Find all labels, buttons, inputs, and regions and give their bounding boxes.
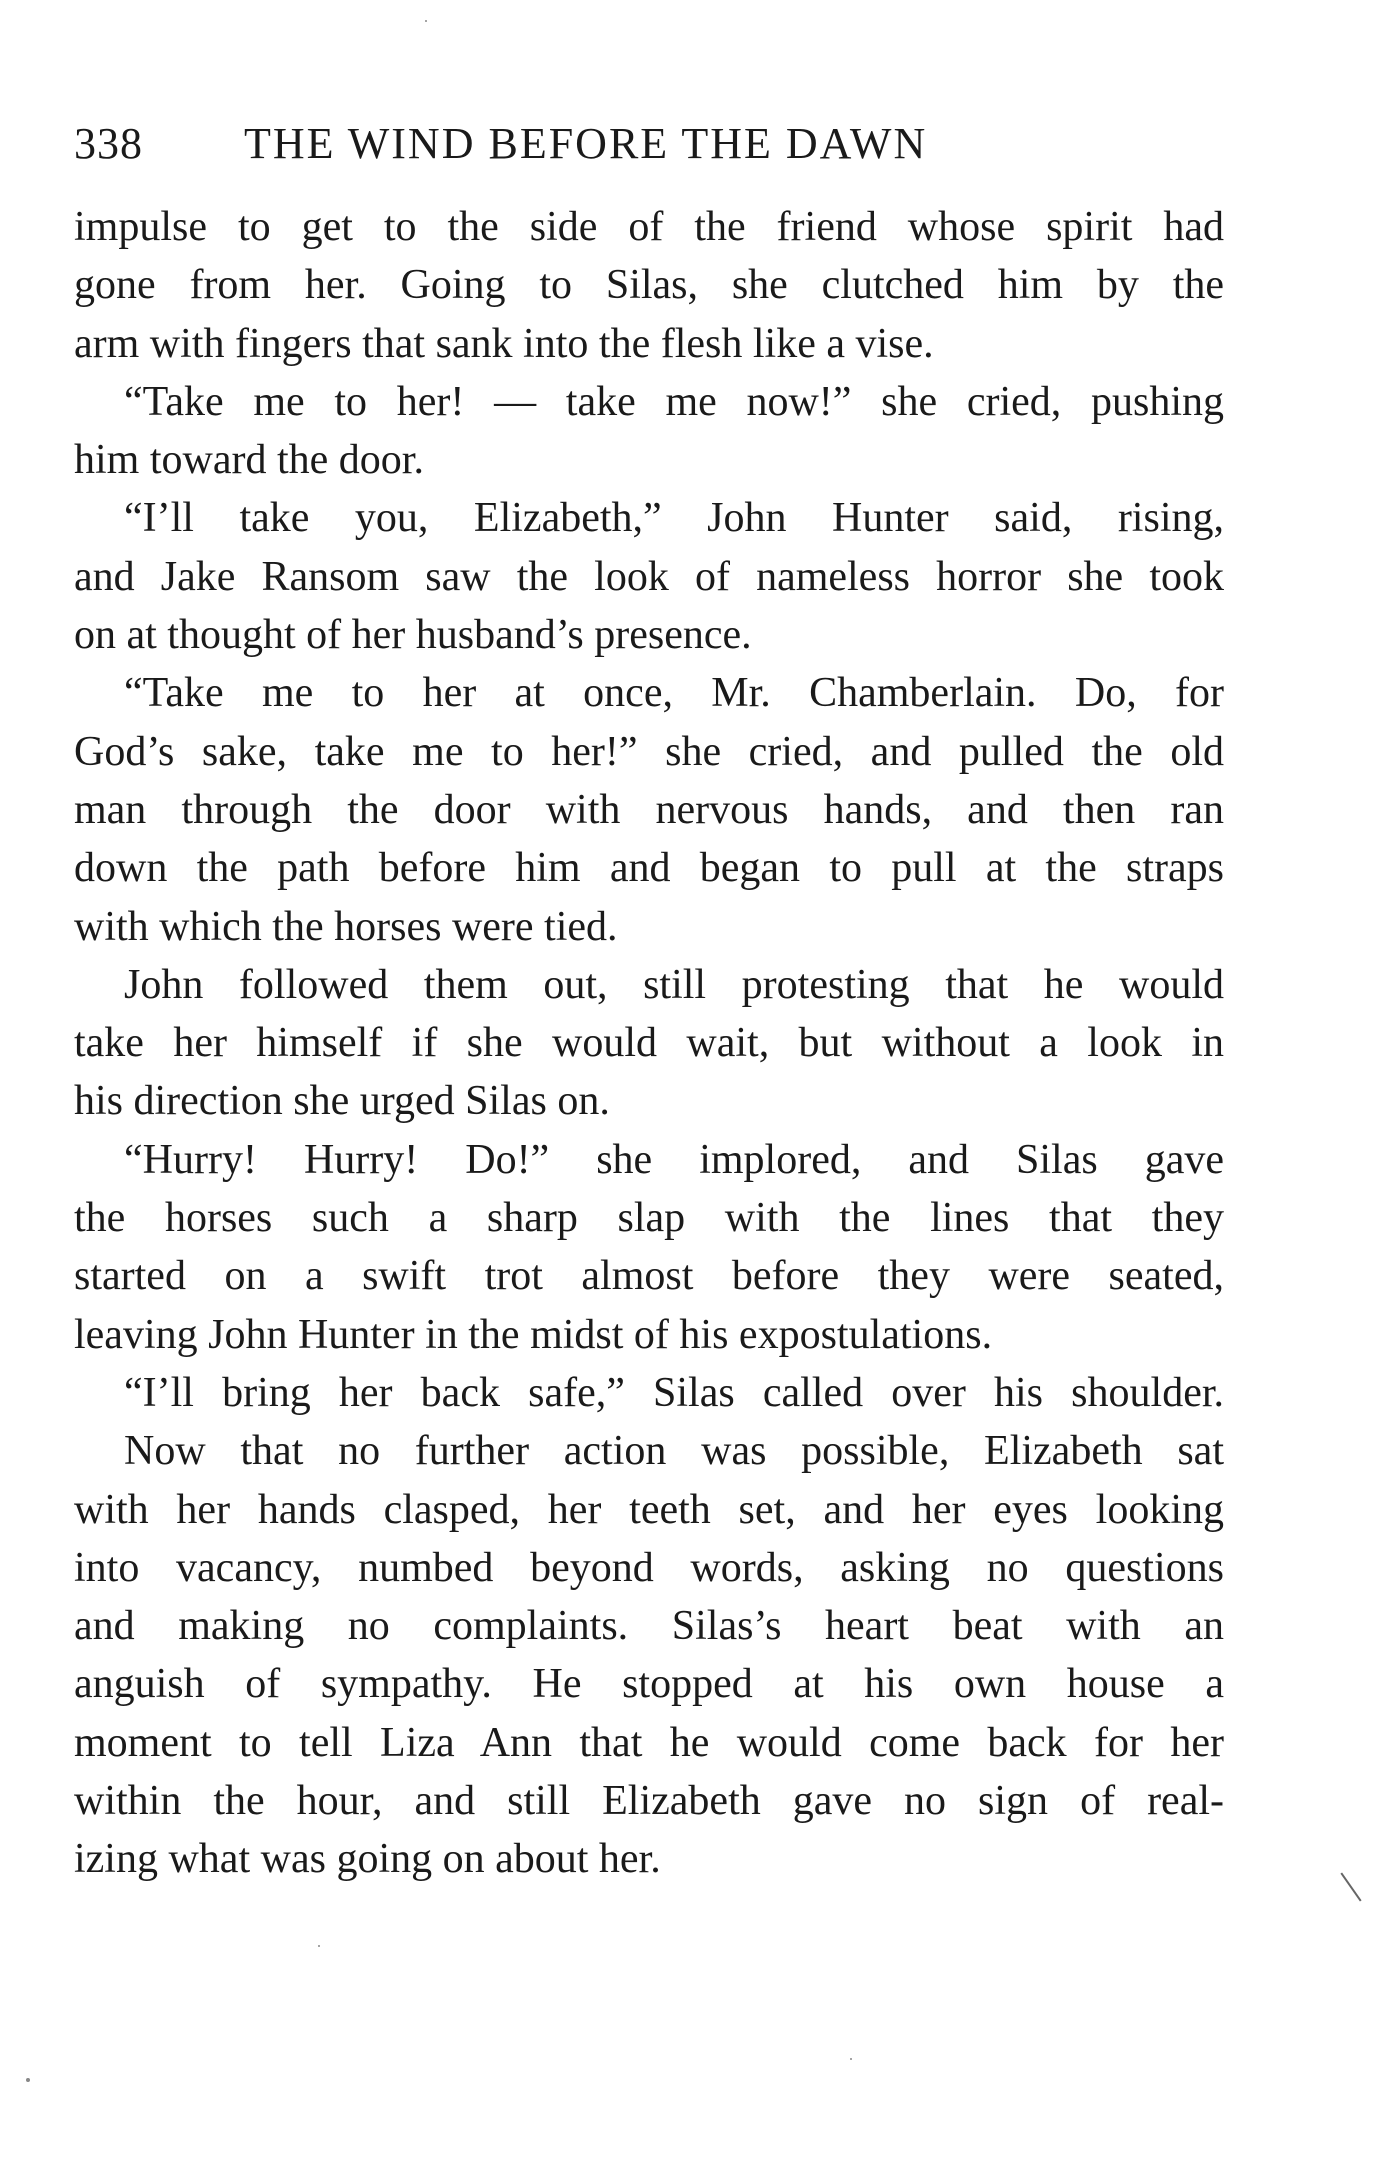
text-line: on at thought of her husband’s presence. [74,612,752,659]
text-line: God’s sake, take me to her!” she cried, and pulled the old [74,728,1224,775]
text-line: his direction she urged Silas on. [74,1078,610,1125]
text-line: and making no complaints. Silas’s heart beat with an [74,1603,1224,1650]
body-text [74,198,1224,1889]
text-line: the horses such a sharp slap with the lines that they [74,1195,1224,1242]
text-line: down the path before him and began to pull at the straps [74,845,1224,892]
text-line: Now that no further action was possible, Elizabeth sat [124,1428,1224,1475]
text-line: moment to tell Liza Ann that he would come back for her [74,1719,1224,1766]
text-line: into vacancy, numbed beyond words, asking no questions [74,1544,1224,1591]
page-number: 338 [74,119,143,168]
text-line: anguish of sympathy. He stopped at his own house a [74,1661,1224,1708]
paper-speck [850,2058,852,2060]
running-title: THE WIND BEFORE THE DAWN [244,119,928,168]
running-head [74,118,1234,178]
text-line: take her himself if she would wait, but without a look in [74,1020,1224,1067]
text-line: “I’ll take you, Elizabeth,” John Hunter said, rising, [124,495,1224,542]
text-line: arm with fingers that sank into the flesh like a vise. [74,320,934,367]
text-line: within the hour, and still Elizabeth gave no sign of real- [74,1778,1224,1825]
text-line: with which the horses were tied. [74,903,618,950]
text-line: impulse to get to the side of the friend whose spirit had [74,204,1224,250]
text-line: “I’ll bring her back safe,” Silas called over his shoulder. [124,1369,1224,1416]
text-line: started on a swift trot almost before they were seated, [74,1253,1224,1300]
text-line: with her hands clasped, her teeth set, and her eyes looking [74,1486,1224,1533]
text-line: izing what was going on about her. [74,1836,661,1883]
margin-mark [1340,1873,1361,1902]
text-line: man through the door with nervous hands, and then ran [74,786,1224,833]
text-line: “Take me to her! — take me now!” she cried, pushing [124,378,1224,425]
text-line: gone from her. Going to Silas, she clutched him by the [74,262,1224,309]
text-line: leaving John Hunter in the midst of his expostulations. [74,1311,993,1358]
text-line: “Take me to her at once, Mr. Chamberlain. Do, for [124,670,1224,717]
text-line: John followed them out, still protesting that he would [124,961,1224,1008]
paper-speck [26,2078,30,2082]
text-line: “Hurry! Hurry! Do!” she implored, and Silas gave [124,1136,1224,1183]
text-line: and Jake Ransom saw the look of nameless horror she took [74,553,1224,600]
paper-speck [318,1945,320,1947]
text-line: him toward the door. [74,437,424,484]
paper-speck [425,20,427,22]
